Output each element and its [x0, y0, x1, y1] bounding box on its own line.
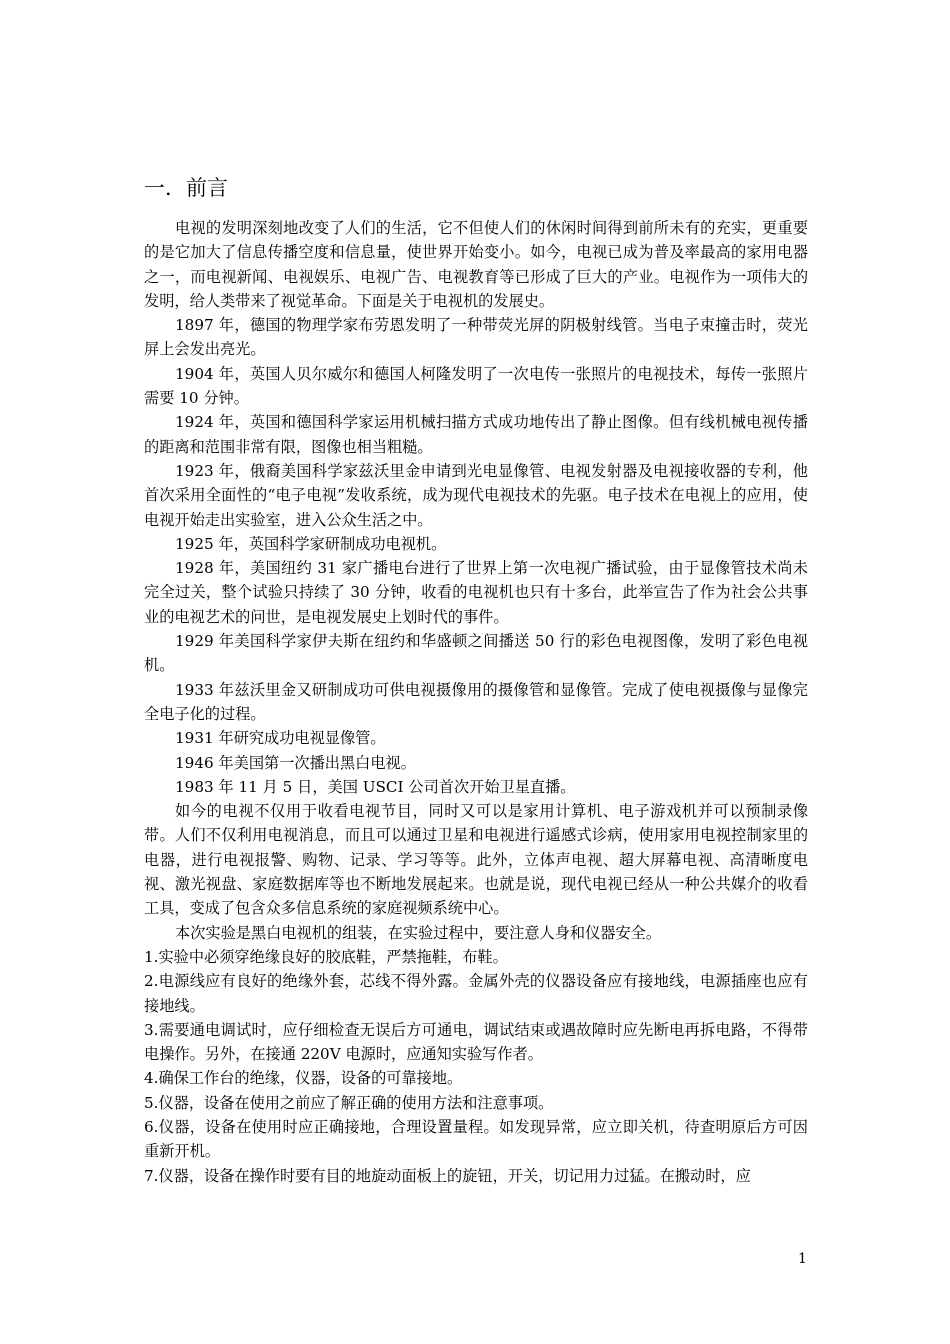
paragraph: 1928 年，美国纽约 31 家广播电台进行了世界上第一次电视广播试验，由于显像管技术尚未完全过关，整个试验只持续了 30 分钟，收看的电视机也只有十多台，此举宣告了作为社会公共事业的电视艺术的问世，是电视发展史上划时代的事件。 — [144, 559, 808, 626]
paragraph: 本次实验是黑白电视机的组装，在实验过程中，要注意人身和仪器安全。 — [175, 923, 661, 942]
paragraph: 电视的发明深刻地改变了人们的生活，它不但使人们的休闲时间得到前所未有的充实，更重要的是它加大了信息传播空度和信息量，使世界开始变小。如今，电视已成为普及率最高的家用电器之一，而电视新闻、电视娱乐、电视广告、电视教育等已形成了巨大的产业。电视作为一项伟大的发明，给人类带来了视觉革命。下面是关于电视机的发展史。 — [144, 219, 808, 310]
paragraph: 7.仪器，设备在操作时要有目的地旋动面板上的旋钮，开关，切记用力过猛。在搬动时，应 — [144, 1166, 751, 1185]
paragraph: 1933 年兹沃里金又研制成功可供电视摄像用的摄像管和显像管。完成了使电视摄像与显像完全电子化的过程。 — [144, 680, 808, 723]
paragraph: 5.仪器，设备在使用之前应了解正确的使用方法和注意事项。 — [144, 1093, 554, 1112]
paragraph: 1.实验中必须穿绝缘良好的胶底鞋，严禁拖鞋，布鞋。 — [144, 947, 508, 966]
section-heading: 一．前言 — [144, 176, 228, 200]
body-text — [144, 216, 808, 1188]
page-number: 1 — [798, 1251, 807, 1267]
paragraph: 1924 年，英国和德国科学家运用机械扫描方式成功地传出了静止图像。但有线机械电视传播的距离和范围非常有限，图像也相当粗糙。 — [144, 413, 808, 456]
paragraph: 1923 年，俄裔美国科学家兹沃里金申请到光电显像管、电视发射器及电视接收器的专利，他首次采用全面性的“电子电视”发收系统，成为现代电视技术的先驱。电子技术在电视上的应用，使电视开始走出实验室，进入公众生活之中。 — [144, 461, 808, 529]
paragraph: 如今的电视不仅用于收看电视节目，同时又可以是家用计算机、电子游戏机并可以预制录像带。人们不仅利用电视消息，而且可以通过卫星和电视进行遥感式诊病，使用家用电视控制家里的电器，进行电视报警、购物、记录、学习等等。此外，立体声电视、超大屏幕电视、高清晰度电视、激光视盘、家庭数据库等也不断地发展起来。也就是说，现代电视已经从一种公共媒介的收看工具，变成了包含众多信息系统的家庭视频系统中心。 — [144, 802, 808, 918]
paragraph: 2.电源线应有良好的绝缘外套，芯线不得外露。金属外壳的仪器设备应有接地线，电源插座也应有接地线。 — [144, 972, 808, 1015]
paragraph: 1904 年，英国人贝尔威尔和德国人柯隆发明了一次电传一张照片的电视技术，每传一张照片需要 10 分钟。 — [144, 364, 808, 408]
paragraph: 1946 年美国第一次播出黑白电视。 — [175, 753, 416, 772]
paragraph: 1929 年美国科学家伊夫斯在纽约和华盛顿之间播送 50 行的彩色电视图像，发明了彩色电视机。 — [144, 632, 808, 675]
paragraph: 3.需要通电调试时，应仔细检查无误后方可通电，调试结束或遇故障时应先断电再拆电路，不得带电操作。另外，在接通 220V 电源时，应通知实验写作者。 — [144, 1020, 808, 1064]
paragraph: 1931 年研究成功电视显像管。 — [175, 729, 386, 748]
paragraph: 4.确保工作台的绝缘，仪器，设备的可靠接地。 — [144, 1069, 463, 1088]
paragraph: 1983 年 11 月 5 日，美国 USCI 公司首次开始卫星直播。 — [175, 777, 576, 796]
paragraph: 1925 年，英国科学家研制成功电视机。 — [175, 534, 447, 553]
paragraph: 6.仪器，设备在使用时应正确接地，合理设置量程。如发现异常，应立即关机，待查明原后方可因重新开机。 — [144, 1117, 808, 1161]
paragraph: 1897 年，德国的物理学家布劳恩发明了一种带荧光屏的阴极射线管。当电子束撞击时，荧光屏上会发出亮光。 — [144, 316, 808, 359]
